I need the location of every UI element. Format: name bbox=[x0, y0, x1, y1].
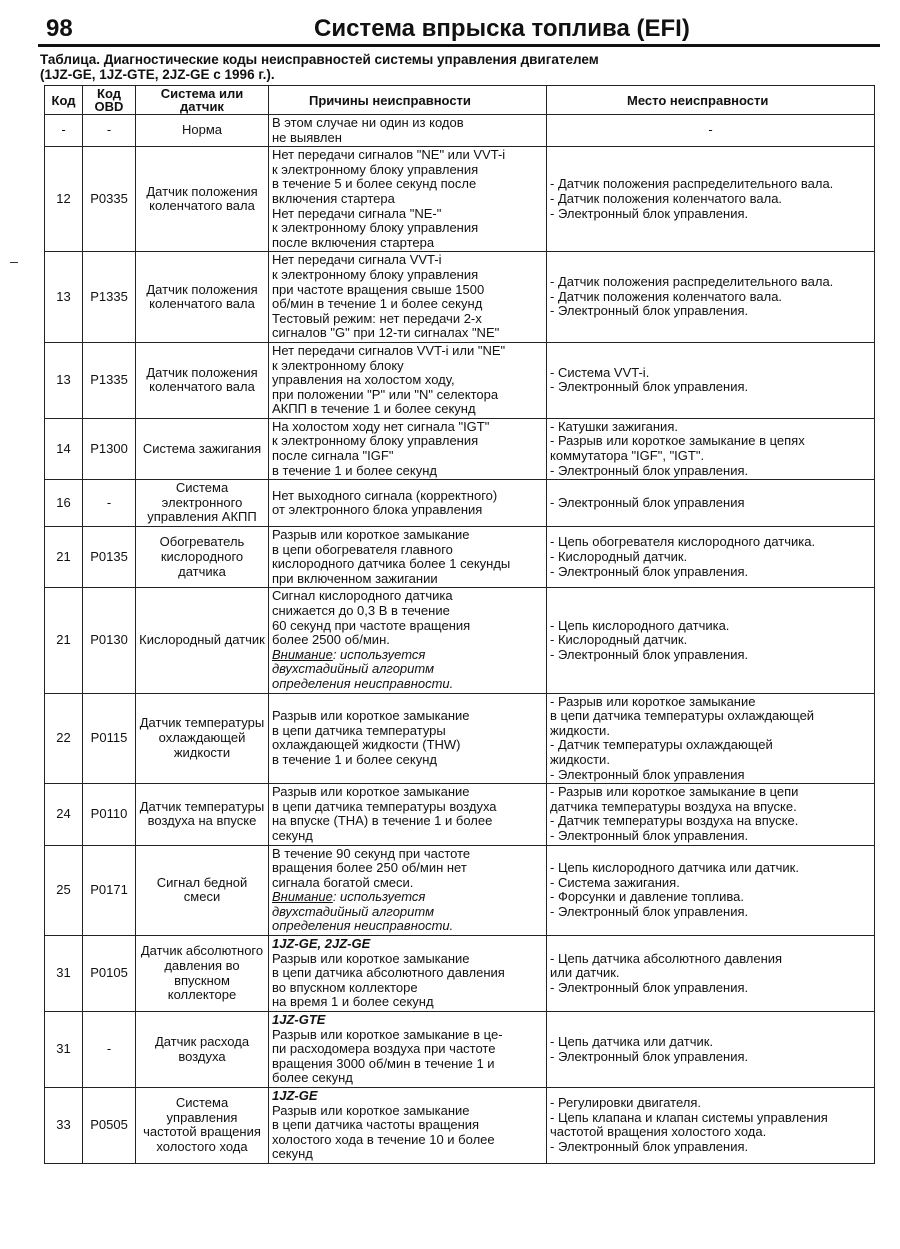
cell-obd: P0135 bbox=[83, 527, 136, 588]
warning-label: Внимание bbox=[272, 646, 333, 662]
cause-line: 60 секунд при частоте вращения bbox=[272, 617, 471, 633]
warning-text: : используется bbox=[332, 889, 426, 905]
cell-code: 16 bbox=[45, 480, 83, 527]
warning-line: определения неисправности. bbox=[272, 918, 454, 934]
place-line: - Электронный блок управления. bbox=[550, 827, 749, 843]
cell-place bbox=[547, 527, 875, 588]
warning-note bbox=[272, 890, 543, 905]
cell-system: Датчик температуры охлаждающей жидкости bbox=[136, 693, 269, 784]
cell-system: Датчик положения коленчатого вала bbox=[136, 252, 269, 343]
cause-line: снижается до 0,3 В в течение bbox=[272, 603, 450, 618]
cause-line: управления на холостом ходу, bbox=[272, 372, 455, 388]
warning-line: двухстадийный алгоритм bbox=[272, 903, 434, 919]
cell-code: 21 bbox=[45, 588, 83, 693]
place-line: - Система зажигания. bbox=[550, 874, 680, 890]
place-line: - Цепь обогревателя кислородного датчика. bbox=[550, 534, 816, 550]
cause-line: Нет выходного сигнала (корректного) bbox=[272, 487, 498, 503]
cell-obd: P0335 bbox=[83, 147, 136, 252]
cause-line: АКПП в течение 1 и более секунд bbox=[272, 401, 476, 417]
cell-obd: P0171 bbox=[83, 845, 136, 936]
table-row bbox=[45, 147, 875, 252]
cell-cause bbox=[269, 936, 547, 1012]
cause-line: во впускном коллекторе bbox=[272, 979, 418, 995]
cause-line: сигнала богатой смеси. bbox=[272, 874, 414, 890]
place-line: - Разрыв или короткое замыкание в цепях bbox=[550, 433, 805, 449]
cause-line: вращения 3000 об/мин в течение 1 и bbox=[272, 1055, 495, 1071]
place-line: - Датчик положения коленчатого вала. bbox=[550, 288, 783, 304]
cause-line: включения стартера bbox=[272, 190, 395, 206]
place-line: - Цепь клапана и клапан системы управления bbox=[550, 1109, 828, 1125]
warning-text: : используется bbox=[332, 646, 426, 662]
cause-line: охлаждающей жидкости (THW) bbox=[272, 737, 461, 753]
place-line: - Датчик положения распределительного вала. bbox=[550, 176, 834, 192]
place-line: - Электронный блок управления. bbox=[550, 979, 749, 995]
cause-line: к электронному блоку управления bbox=[272, 220, 479, 236]
cell-cause bbox=[269, 147, 547, 252]
caption-line: Таблица. Диагностические коды неисправностей системы управления двигателем bbox=[40, 52, 599, 67]
page-number: 98 bbox=[46, 15, 73, 42]
place-line: - Кислородный датчик. bbox=[550, 548, 688, 564]
cell-obd: P0130 bbox=[83, 588, 136, 693]
place-line: - Разрыв или короткое замыкание в цепи bbox=[550, 784, 799, 800]
cell-place bbox=[547, 1012, 875, 1088]
engine-model-label: 1JZ-GE, 2JZ-GE bbox=[272, 936, 371, 952]
cause-line: при включенном зажигании bbox=[272, 570, 438, 586]
cause-line: Нет передачи сигналов VVT-i или "NE" bbox=[272, 342, 506, 358]
cause-line: Нет передачи сигналов "NE" или VVT-i bbox=[272, 147, 506, 163]
cell-system: Норма bbox=[136, 115, 269, 147]
cell-obd: - bbox=[83, 480, 136, 527]
cell-obd: P1335 bbox=[83, 252, 136, 343]
place-line: или датчик. bbox=[550, 965, 620, 981]
cause-line: на впуске (THA) в течение 1 и более bbox=[272, 813, 493, 829]
table-row bbox=[45, 936, 875, 1012]
cell-system: Система электронного управления АКПП bbox=[136, 480, 269, 527]
place-line: в цепи датчика температуры охлаждающей bbox=[550, 708, 815, 724]
cause-line: в цепи датчика абсолютного давления bbox=[272, 965, 505, 981]
cause-line: Разрыв или короткое замыкание bbox=[272, 708, 470, 724]
caption-line: (1JZ-GE, 1JZ-GTE, 2JZ-GE с 1996 г.). bbox=[40, 67, 275, 82]
place-line: - Цепь датчика или датчик. bbox=[550, 1033, 714, 1049]
warning-line: двухстадийный алгоритм bbox=[272, 661, 434, 677]
cause-line: вращения более 250 об/мин нет bbox=[272, 860, 467, 876]
cell-cause bbox=[269, 480, 547, 527]
cause-line: пи расходомера воздуха при частоте bbox=[272, 1041, 496, 1057]
cause-line: В течение 90 секунд при частоте bbox=[272, 845, 471, 861]
cause-line: холостого хода в течение 10 и более bbox=[272, 1131, 495, 1147]
cause-line: сигналов "G" при 12-ти сигналах "NE" bbox=[272, 325, 500, 341]
place-line: - Цепь датчика абсолютного давления bbox=[550, 950, 783, 966]
cause-line: Нет передачи сигнала VVT-i bbox=[272, 252, 442, 268]
cell-obd: P0115 bbox=[83, 693, 136, 784]
place-line: - Электронный блок управления. bbox=[550, 1139, 749, 1155]
cell-cause bbox=[269, 845, 547, 936]
cell-cause bbox=[269, 418, 547, 479]
cell-code: 12 bbox=[45, 147, 83, 252]
cell-code: 33 bbox=[45, 1088, 83, 1164]
cause-line: Разрыв или короткое замыкание bbox=[272, 527, 470, 543]
place-line: - Катушки зажигания. bbox=[550, 418, 678, 434]
cause-line: Разрыв или короткое замыкание bbox=[272, 784, 470, 800]
cell-system: Обогреватель кислородного датчика bbox=[136, 527, 269, 588]
table-row bbox=[45, 480, 875, 527]
cell-place bbox=[547, 588, 875, 693]
col-header-cause: Причины неисправности bbox=[269, 86, 547, 115]
table-row bbox=[45, 1088, 875, 1164]
cell-system: Датчик положения коленчатого вала bbox=[136, 342, 269, 418]
cell-obd: P0110 bbox=[83, 784, 136, 845]
cause-line: об/мин в течение 1 и более секунд bbox=[272, 296, 483, 312]
cell-place bbox=[547, 936, 875, 1012]
cell-obd: P0105 bbox=[83, 936, 136, 1012]
engine-model-label: 1JZ-GTE bbox=[272, 1012, 326, 1028]
cell-place bbox=[547, 418, 875, 479]
cause-line: в цепи обогревателя главного bbox=[272, 541, 453, 557]
place-line: - Цепь кислородного датчика или датчик. bbox=[550, 860, 799, 876]
cause-line: На холостом ходу нет сигнала "IGT" bbox=[272, 418, 490, 434]
cell-code: 25 bbox=[45, 845, 83, 936]
cell-place bbox=[547, 252, 875, 343]
cell-code: 24 bbox=[45, 784, 83, 845]
engine-model-label: 1JZ-GE bbox=[272, 1088, 318, 1103]
cell-code: 21 bbox=[45, 527, 83, 588]
cell-place bbox=[547, 784, 875, 845]
cause-line: В этом случае ни один из кодов bbox=[272, 115, 464, 130]
cause-line: после включения стартера bbox=[272, 234, 435, 250]
place-line: - Электронный блок управления. bbox=[550, 903, 749, 919]
warning-note bbox=[272, 648, 543, 663]
cell-system: Датчик температуры воздуха на впуске bbox=[136, 784, 269, 845]
cause-line: Нет передачи сигнала "NE-" bbox=[272, 205, 442, 221]
cause-line: секунд bbox=[272, 1146, 313, 1162]
place-line: - Электронный блок управления. bbox=[550, 205, 749, 221]
cause-line: более 2500 об/мин. bbox=[272, 632, 390, 648]
cell-obd: - bbox=[83, 1012, 136, 1088]
table-row bbox=[45, 693, 875, 784]
cause-line: после сигнала "IGF" bbox=[272, 448, 394, 464]
cell-cause bbox=[269, 784, 547, 845]
cause-line: Разрыв или короткое замыкание в це- bbox=[272, 1026, 503, 1042]
cell-system: Система зажигания bbox=[136, 418, 269, 479]
place-line: - Кислородный датчик. bbox=[550, 632, 688, 648]
cell-system: Датчик абсолютного давления во впускном коллекторе bbox=[136, 936, 269, 1012]
table-row bbox=[45, 527, 875, 588]
page-header bbox=[38, 14, 880, 47]
page-title: Система впрыска топлива (EFI) bbox=[314, 15, 690, 42]
cause-line: в течение 1 и более секунд bbox=[272, 751, 438, 767]
cell-cause bbox=[269, 252, 547, 343]
table-row bbox=[45, 252, 875, 343]
place-line: - Электронный блок управления. bbox=[550, 563, 749, 579]
place-line: - Датчик температуры охлаждающей bbox=[550, 737, 773, 753]
cell-system: Сигнал бедной смеси bbox=[136, 845, 269, 936]
cell-place bbox=[547, 1088, 875, 1164]
cause-line: в течение 1 и более секунд bbox=[272, 462, 438, 478]
cell-system: Датчик положения коленчатого вала bbox=[136, 147, 269, 252]
cell-cause bbox=[269, 693, 547, 784]
cause-line: при положении "P" или "N" селектора bbox=[272, 386, 499, 402]
cause-line: от электронного блока управления bbox=[272, 502, 483, 518]
table-body bbox=[45, 115, 875, 1164]
place-line: - Электронный блок управления. bbox=[550, 462, 749, 478]
place-line: - Форсунки и давление топлива. bbox=[550, 889, 744, 905]
cell-system: Кислородный датчик bbox=[136, 588, 269, 693]
table-row bbox=[45, 784, 875, 845]
cell-code: 22 bbox=[45, 693, 83, 784]
table-header-row bbox=[45, 86, 875, 115]
place-line: - Электронный блок управления. bbox=[550, 1048, 749, 1064]
place-line: - Система VVT-i. bbox=[550, 364, 650, 380]
cell-cause bbox=[269, 342, 547, 418]
table-caption bbox=[40, 52, 599, 82]
col-header-code: Код bbox=[45, 86, 83, 115]
place-line: - Разрыв или короткое замыкание bbox=[550, 693, 756, 709]
cell-code: 14 bbox=[45, 418, 83, 479]
cause-line: секунд bbox=[272, 827, 313, 843]
cell-code: 13 bbox=[45, 342, 83, 418]
place-line: - Датчик положения коленчатого вала. bbox=[550, 190, 783, 206]
cell-obd: P1335 bbox=[83, 342, 136, 418]
cause-line: на время 1 и более секунд bbox=[272, 994, 434, 1010]
place-line: коммутатора "IGF", "IGT". bbox=[550, 448, 705, 464]
col-header-obd: Код OBD bbox=[83, 86, 136, 115]
cause-line: в цепи датчика частоты вращения bbox=[272, 1117, 480, 1133]
cell-cause bbox=[269, 1088, 547, 1164]
place-line: частотой вращения холостого хода. bbox=[550, 1124, 767, 1140]
cell-code: 31 bbox=[45, 1012, 83, 1088]
cause-line: в течение 5 и более секунд после bbox=[272, 176, 477, 192]
place-line: - Регулировки двигателя. bbox=[550, 1095, 701, 1111]
place-line: - Электронный блок управления bbox=[550, 766, 745, 782]
margin-mark bbox=[10, 262, 18, 263]
place-line: - Датчик положения распределительного вала. bbox=[550, 274, 834, 290]
cause-line: Разрыв или короткое замыкание bbox=[272, 1102, 470, 1118]
place-line: - Электронный блок управления. bbox=[550, 303, 749, 319]
cause-line: при частоте вращения свыше 1500 bbox=[272, 281, 485, 297]
place-line: жидкости. bbox=[550, 751, 610, 767]
cell-cause bbox=[269, 588, 547, 693]
warning-label: Внимание bbox=[272, 889, 333, 905]
cell-place bbox=[547, 693, 875, 784]
cell-obd: P0505 bbox=[83, 1088, 136, 1164]
place-line: - Цепь кислородного датчика. bbox=[550, 617, 730, 633]
table-row bbox=[45, 1012, 875, 1088]
cell-place bbox=[547, 480, 875, 527]
cell-system: Система управления частотой вращения холостого хода bbox=[136, 1088, 269, 1164]
cause-line: к электронному блоку bbox=[272, 357, 404, 373]
warning-line: определения неисправности. bbox=[272, 675, 454, 691]
cell-code: 13 bbox=[45, 252, 83, 343]
cell-obd: - bbox=[83, 115, 136, 147]
cell-place bbox=[547, 342, 875, 418]
cell-place bbox=[547, 845, 875, 936]
cause-line: к электронному блоку управления bbox=[272, 433, 479, 449]
cell-cause bbox=[269, 115, 547, 147]
col-header-system: Система или датчик bbox=[136, 86, 269, 115]
cause-line: Разрыв или короткое замыкание bbox=[272, 950, 470, 966]
table-row bbox=[45, 845, 875, 936]
cause-line: кислородного датчика более 1 секунды bbox=[272, 556, 511, 572]
cell-code: - bbox=[45, 115, 83, 147]
place-line: - Электронный блок управления. bbox=[550, 646, 749, 662]
place-line: - Электронный блок управления bbox=[550, 494, 745, 510]
table-row bbox=[45, 342, 875, 418]
cell-place bbox=[547, 147, 875, 252]
place-line: жидкости. bbox=[550, 722, 610, 738]
cell-system: Датчик расхода воздуха bbox=[136, 1012, 269, 1088]
cause-line: не выявлен bbox=[272, 129, 342, 145]
table-row bbox=[45, 418, 875, 479]
cell-cause bbox=[269, 1012, 547, 1088]
place-line: - bbox=[708, 122, 713, 138]
diagnostic-codes-table bbox=[44, 85, 875, 1164]
cause-line: в цепи датчика температуры воздуха bbox=[272, 798, 497, 814]
cell-cause bbox=[269, 527, 547, 588]
cell-place bbox=[547, 115, 875, 147]
cause-line: к электронному блоку управления bbox=[272, 161, 479, 177]
col-header-place: Место неисправности bbox=[547, 86, 875, 115]
cause-line: Сигнал кислородного датчика bbox=[272, 588, 453, 604]
cause-line: в цепи датчика температуры bbox=[272, 722, 446, 738]
cause-line: Тестовый режим: нет передачи 2-х bbox=[272, 310, 482, 326]
cell-obd: P1300 bbox=[83, 418, 136, 479]
place-line: - Датчик температуры воздуха на впуске. bbox=[550, 813, 799, 829]
place-line: - Электронный блок управления. bbox=[550, 379, 749, 395]
cause-line: к электронному блоку управления bbox=[272, 266, 479, 282]
cell-code: 31 bbox=[45, 936, 83, 1012]
table-row bbox=[45, 588, 875, 693]
table-row bbox=[45, 115, 875, 147]
place-line: датчика температуры воздуха на впуске. bbox=[550, 798, 797, 814]
cause-line: более секунд bbox=[272, 1070, 353, 1086]
